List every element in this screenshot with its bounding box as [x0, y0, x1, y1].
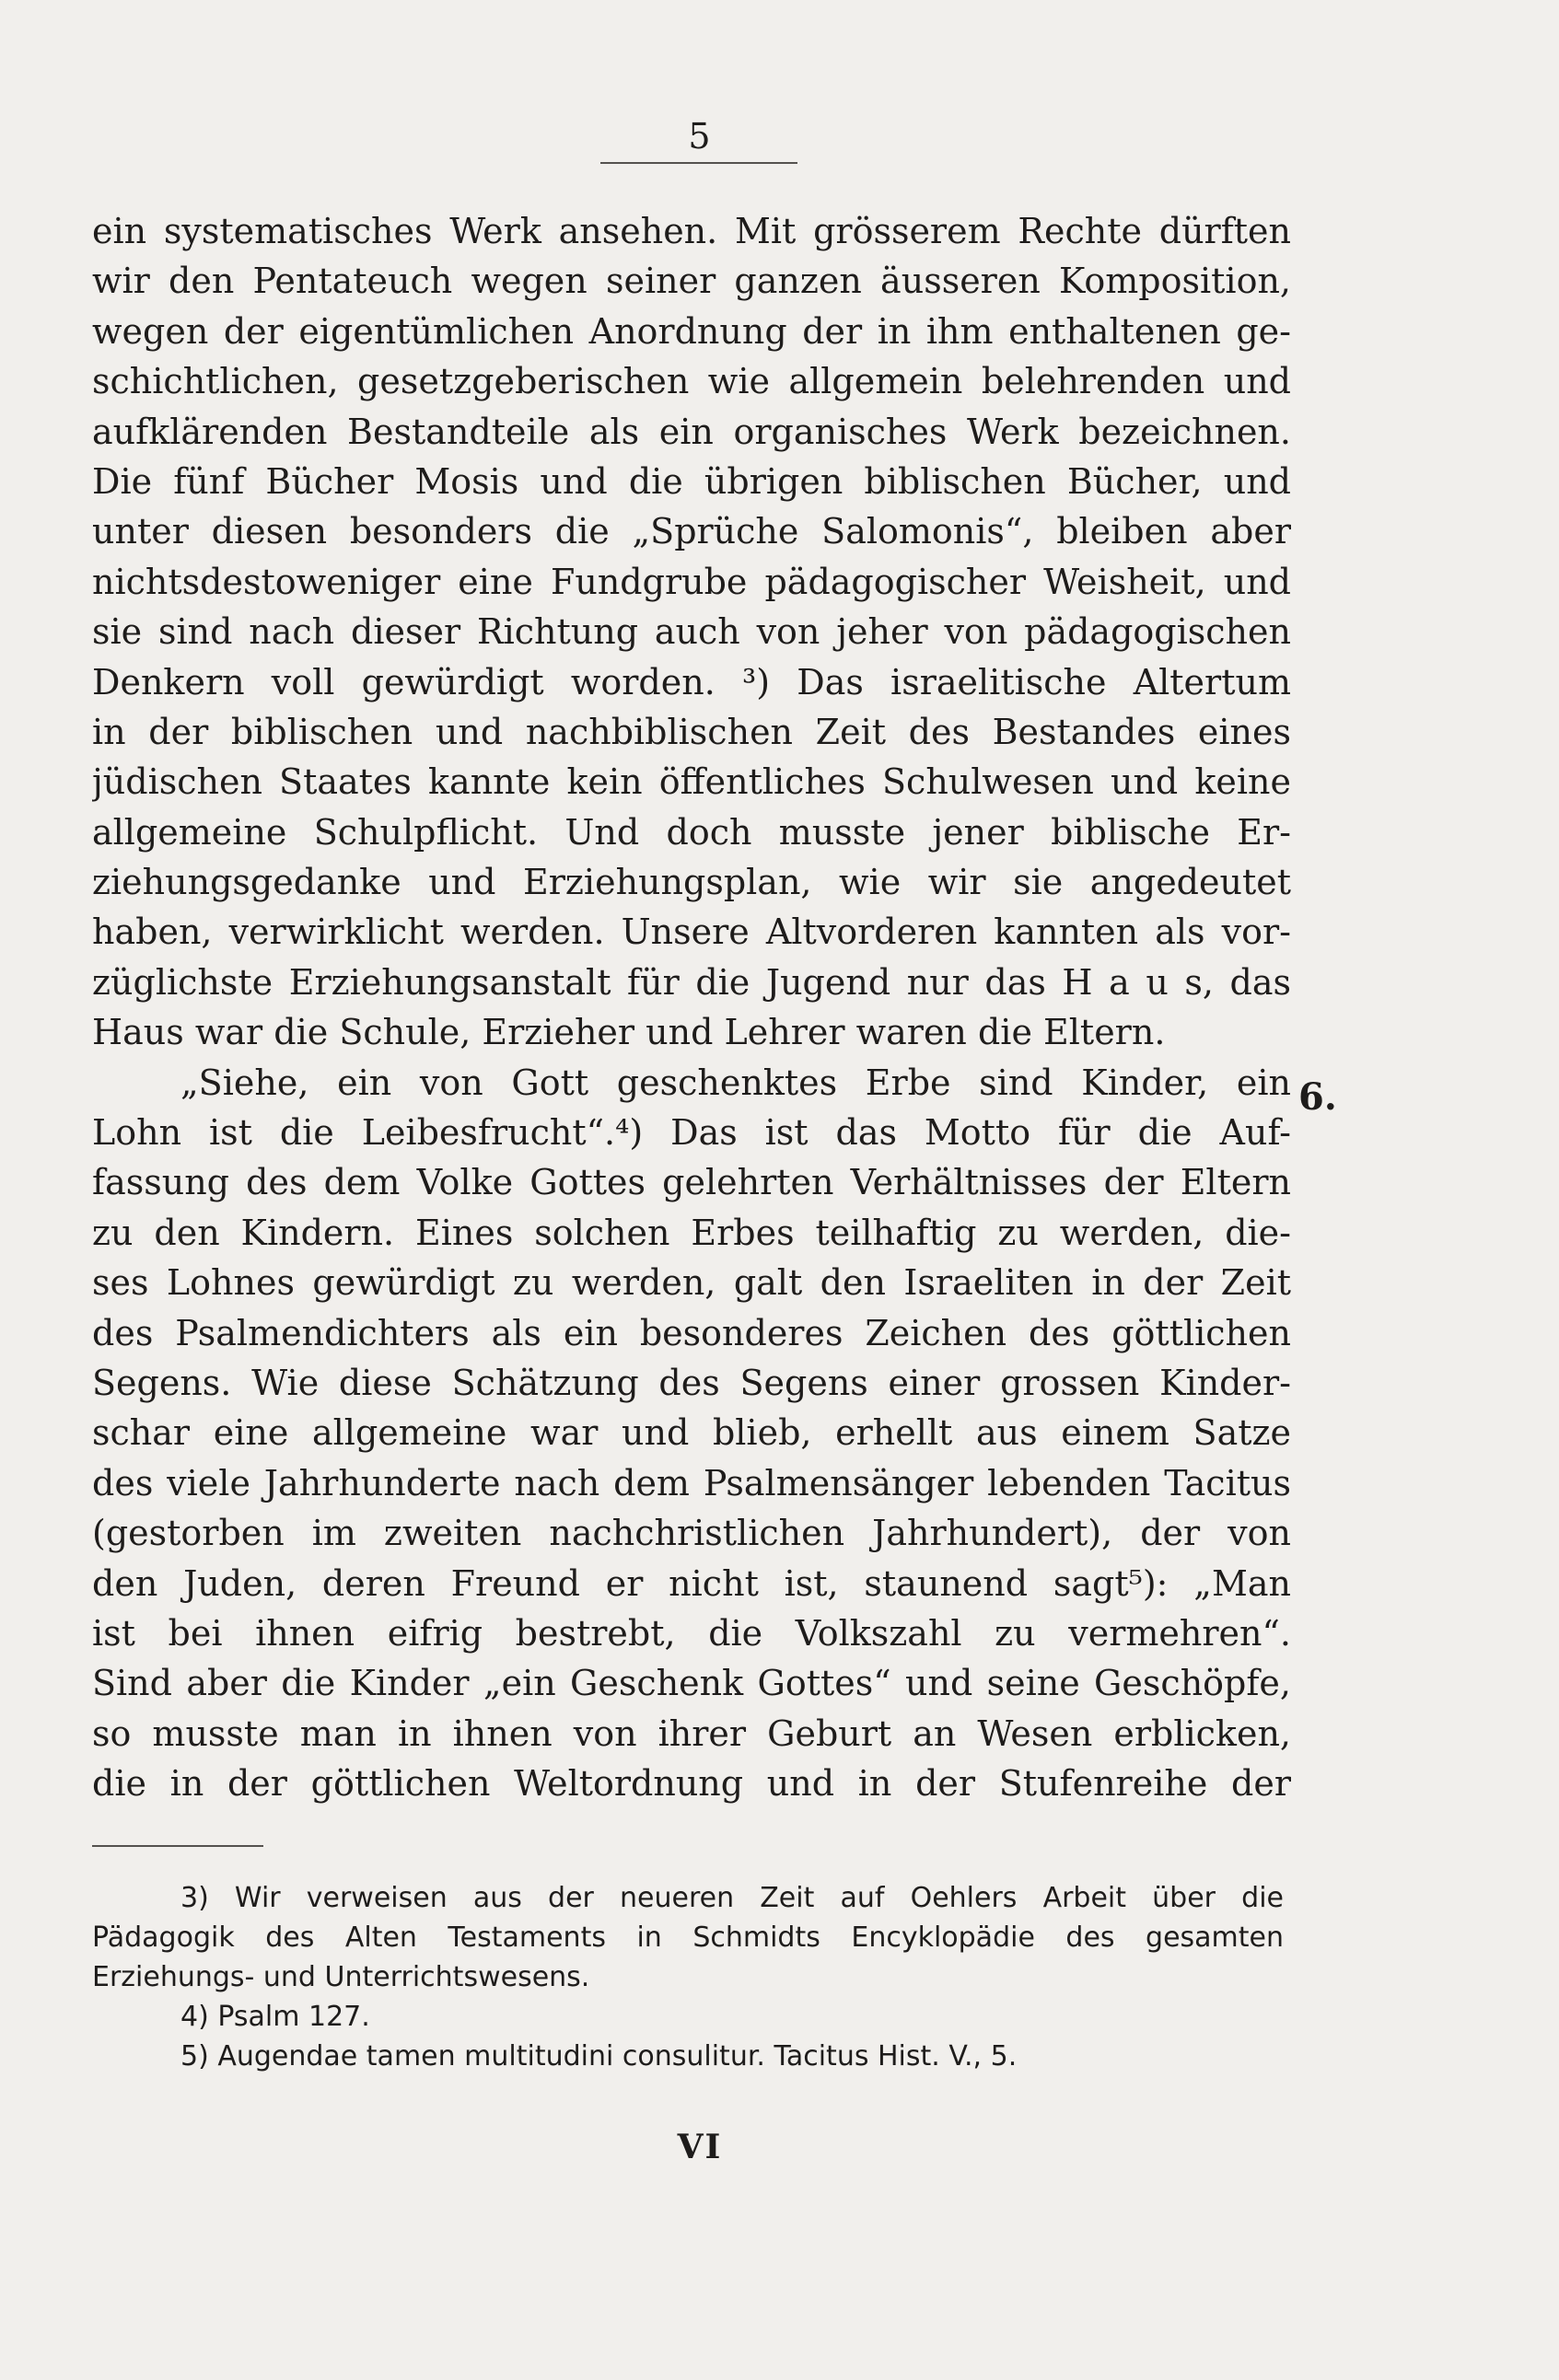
body-line: Segens. Wie diese Schätzung des Segens einer grossen Kinder-: [92, 1362, 1291, 1403]
body-line: züglichste Erziehungsanstalt für die Jugend nur das H a u s, das: [92, 961, 1291, 1003]
body-line: des Psalmendichters als ein besonderes Zeichen des göttlichen: [92, 1312, 1291, 1353]
body-line: Lohn ist die Leibesfrucht“.⁴) Das ist das Motto für die Auf-: [92, 1112, 1291, 1154]
body-line: so musste man in ihnen von ihrer Geburt an Wesen erblicken,: [92, 1712, 1291, 1754]
body-line: in der biblischen und nachbiblischen Zeit des Bestandes eines: [92, 711, 1291, 752]
body-line: ses Lohnes gewürdigt zu werden, galt den Israeliten in der Zeit: [92, 1262, 1291, 1304]
body-line: Denkern voll gewürdigt worden. ³) Das israelitische Altertum: [92, 661, 1291, 702]
body-line: nichtsdestoweniger eine Fundgrube pädagogischer Weisheit, und: [92, 561, 1291, 602]
body-text: [92, 206, 1291, 1809]
footnote-line: Pädagogik des Alten Testaments in Schmidts Encyklopädie des gesamten: [92, 1921, 1284, 1954]
body-line: (gestorben im zweiten nachchristlichen Jahrhundert), der von: [92, 1513, 1291, 1554]
footnotes: [92, 1878, 1284, 2076]
footnote-line: Erziehungs- und Unterrichtswesens.: [92, 1961, 590, 1993]
body-line: den Juden, deren Freund er nicht ist, staunend sagt⁵): „Man: [92, 1562, 1291, 1604]
body-line: wegen der eigentümlichen Anordnung der in ihm enthaltenen ge-: [92, 310, 1291, 352]
body-line: Die fünf Bücher Mosis und die übrigen biblischen Bücher, und: [92, 460, 1291, 502]
body-line: Haus war die Schule, Erzieher und Lehrer waren die Eltern.: [92, 1012, 1166, 1053]
footnote-line: 4) Psalm 127.: [180, 2001, 370, 2033]
body-line: allgemeine Schulpflicht. Und doch musste jener biblische Er-: [92, 811, 1291, 853]
body-line: ein systematisches Werk ansehen. Mit grösserem Rechte dürften: [92, 211, 1291, 251]
page-number: 5: [688, 116, 712, 157]
body-line: „Siehe, ein von Gott geschenktes Erbe sind Kinder, ein: [180, 1062, 1291, 1103]
body-line: fassung des dem Volke Gottes gelehrten Verhältnisses der Eltern: [92, 1162, 1291, 1203]
body-line: aufklärenden Bestandteile als ein organisches Werk bezeichnen.: [92, 411, 1291, 452]
body-line: des viele Jahrhunderte nach dem Psalmensänger lebenden Tacitus: [92, 1462, 1291, 1503]
body-line: sie sind nach dieser Richtung auch von jeher von pädagogischen: [92, 611, 1291, 653]
body-line: zu den Kindern. Eines solchen Erbes teilhaftig zu werden, die-: [92, 1212, 1291, 1253]
body-line: Sind aber die Kinder „ein Geschenk Gottes“ und seine Geschöpfe,: [92, 1663, 1291, 1704]
footnote-line: 3) Wir verweisen aus der neueren Zeit auf Oehlers Arbeit über die: [180, 1882, 1284, 1914]
body-line: ziehungsgedanke und Erziehungsplan, wie wir sie angedeutet: [92, 862, 1291, 903]
body-line: unter diesen besonders die „Sprüche Salomonis“, bleiben aber: [92, 511, 1291, 552]
footnote-rule: [92, 1845, 263, 1847]
body-line: haben, verwirklicht werden. Unsere Altvorderen kannten als vor-: [92, 911, 1291, 953]
body-line: schar eine allgemeine war und blieb, erhellt aus einem Satze: [92, 1412, 1291, 1454]
body-line: schichtlichen, gesetzgeberischen wie allgemein belehrenden und: [92, 361, 1291, 402]
body-line: jüdischen Staates kannte kein öffentliches Schulwesen und keine: [92, 761, 1291, 803]
header-rule: [600, 162, 797, 164]
footnote-line: 5) Augendae tamen multitudini consulitur. Tacitus Hist. V., 5.: [180, 2040, 1018, 2072]
margin-section-number: 6.: [1298, 1075, 1337, 1119]
body-line: wir den Pentateuch wegen seiner ganzen äusseren Komposition,: [92, 261, 1291, 302]
body-line: die in der göttlichen Weltordnung und in der Stufenreihe der: [92, 1763, 1291, 1805]
sheet-signature: VI: [677, 2128, 723, 2166]
body-line: ist bei ihnen eifrig bestrebt, die Volkszahl zu vermehren“.: [92, 1612, 1291, 1654]
